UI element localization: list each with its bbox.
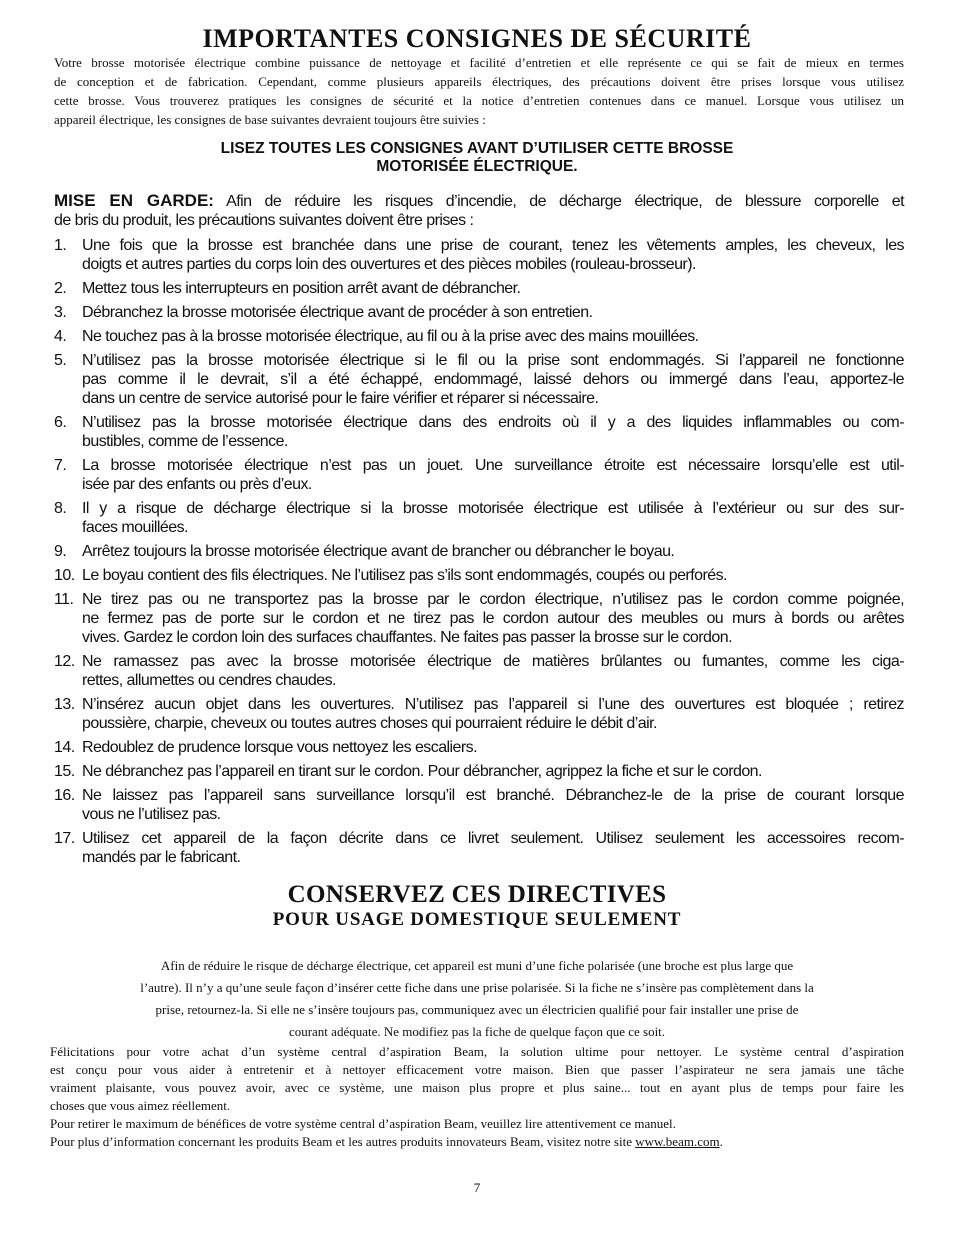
safety-instructions-list xyxy=(54,236,904,872)
safety-item-line: Ne laissez pas l’appareil sans surveillance lorsqu’il est branché. Débranchez-le de la prise de courant lorsque xyxy=(82,787,904,804)
safety-item xyxy=(54,413,904,451)
safety-item-line: Ne ramassez pas avec la brosse motorisée électrique de matières brûlantes ou fumantes, comme les ciga- xyxy=(82,653,904,670)
safety-item-number: 15. xyxy=(54,763,75,780)
safety-item-line: poussière, charpie, cheveux ou toutes autres choses qui pourraient réduire le débit d’air. xyxy=(82,715,657,732)
page-number: 7 xyxy=(473,1180,481,1195)
safety-item-line: pas comme il le devrait, s’il a été échappé, endommagé, laissé dehors ou immergé dans l’eau, apportez-le xyxy=(82,371,904,388)
safety-item xyxy=(54,327,904,346)
polarized-line: prise, retournez-la. Si elle ne s’insère toujours pas, communiquez avec un électricien qualifié pour fair installer une prise de xyxy=(155,1002,799,1017)
safety-item-number: 5. xyxy=(54,352,67,369)
safety-item xyxy=(54,303,904,322)
safety-item xyxy=(54,456,904,494)
safety-item-line: N’utilisez pas la brosse motorisée électrique si le fil ou la prise sont endommagés. Si l’appareil ne fonctionne xyxy=(82,352,904,369)
safety-item-line: rettes, allumettes ou cendres chaudes. xyxy=(82,672,336,689)
congrats-line: est conçu pour vous aider à entretenir et à nettoyer efficacement votre maison. Bien que passer l’aspirateur ne sera jamais une tâche xyxy=(50,1062,904,1077)
safety-item-number: 10. xyxy=(54,567,75,584)
polarized-line: courant adéquate. Ne modifiez pas la fiche de quelque façon que ce soit. xyxy=(288,1024,666,1039)
read-all-line: MOTORISÉE ÉLECTRIQUE. xyxy=(376,158,578,175)
read-all-line: LISEZ TOUTES LES CONSIGNES AVANT D’UTILISER CETTE BROSSE xyxy=(220,140,734,157)
warning-text: de bris du produit, les précautions suivantes doivent être prises : xyxy=(54,212,474,229)
safety-item-number: 7. xyxy=(54,457,67,474)
safety-item-number: 16. xyxy=(54,787,75,804)
safety-item-line: mandés par le fabricant. xyxy=(82,849,241,866)
safety-item-line: ne fermez pas de porte sur le cordon et ne tirez pas le cordon autour des meubles ou murs à bords ou arêtes xyxy=(82,610,904,627)
read-all-heading xyxy=(0,140,954,176)
safety-item-line: Ne débranchez pas l’appareil en tirant sur le cordon. Pour débrancher, agrippez la fiche et sur le cordon. xyxy=(82,763,762,780)
safety-item-line: N’insérez aucun objet dans les ouvertures. N’utilisez pas l’appareil si l’une des ouvertures est bloquée ; retirez xyxy=(82,696,904,713)
beam-website-link[interactable]: www.beam.com xyxy=(635,1134,720,1149)
safety-item xyxy=(54,738,904,757)
safety-item-number: 17. xyxy=(54,830,75,847)
congrats-line: choses que vous aimez réellement. xyxy=(50,1098,231,1113)
congratulations-paragraph xyxy=(50,1043,904,1151)
safety-item xyxy=(54,351,904,408)
safety-item-line: bustibles, comme de l’essence. xyxy=(82,433,288,450)
safety-item-line: vous ne l’utilisez pas. xyxy=(82,806,221,823)
safety-item-number: 13. xyxy=(54,696,75,713)
intro-line: de conception et de fabrication. Cependant, comme plusieurs appareils électriques, des précautions doivent être prises lorsque vous utilisez xyxy=(54,74,904,89)
safety-item-line: Arrêtez toujours la brosse motorisée électrique avant de brancher ou débrancher le boyau. xyxy=(82,543,675,560)
safety-item xyxy=(54,236,904,274)
safety-item-line: doigts et autres parties du corps loin des ouvertures et des pièces mobiles (rouleau-brosseur). xyxy=(82,256,696,273)
safety-item-number: 12. xyxy=(54,653,75,670)
safety-item-number: 9. xyxy=(54,543,67,560)
safety-item xyxy=(54,786,904,824)
safety-item xyxy=(54,652,904,690)
safety-item-line: Le boyau contient des fils électriques. Ne l’utilisez pas s’ils sont endommagés, coupés ou perforés. xyxy=(82,567,727,584)
safety-item-number: 8. xyxy=(54,500,67,517)
info-suffix: . xyxy=(719,1134,723,1149)
intro-line: appareil électrique, les consignes de base suivantes devraient toujours être suivies : xyxy=(54,112,486,127)
safety-item-number: 6. xyxy=(54,414,67,431)
info-text: Pour plus d’information concernant les produits Beam et les autres produits innovateurs Beam, visitez notre site xyxy=(50,1134,636,1149)
domestic-use-heading: POUR USAGE DOMESTIQUE SEULEMENT xyxy=(272,909,682,930)
safety-item-number: 3. xyxy=(54,304,67,321)
intro-paragraph xyxy=(54,53,904,129)
safety-item-line: Redoublez de prudence lorsque vous nettoyez les escaliers. xyxy=(82,739,478,756)
safety-item-number: 11. xyxy=(54,591,74,608)
intro-line: Votre brosse motorisée électrique combine puissance de nettoyage et facilité d’entretien et elle représente ce qui se fait de mieux en termes xyxy=(54,55,904,70)
safety-item xyxy=(54,829,904,867)
keep-instructions-heading: CONSERVEZ CES DIRECTIVES xyxy=(287,881,667,908)
safety-item xyxy=(54,499,904,537)
page-title: IMPORTANTES CONSIGNES DE SÉCURITÉ xyxy=(202,24,752,53)
safety-item xyxy=(54,566,904,585)
benefits-line: Pour retirer le maximum de bénéfices de votre système central d’aspiration Beam, veuillez lire attentivement ce manuel. xyxy=(50,1116,676,1131)
safety-item-line: dans un centre de service autorisé pour le faire vérifier et réparer si nécessaire. xyxy=(82,390,599,407)
safety-item-line: Mettez tous les interrupteurs en position arrêt avant de débrancher. xyxy=(82,280,521,297)
warning-label: MISE EN GARDE: xyxy=(54,191,214,210)
polarized-line: Afin de réduire le risque de décharge électrique, cet appareil est muni d’une fiche polarisée (une broche est plus large que xyxy=(160,958,794,973)
safety-item xyxy=(54,279,904,298)
safety-item-line: vives. Gardez le cordon loin des surfaces chauffantes. Ne faites pas passer la brosse sur le cordon. xyxy=(82,629,732,646)
safety-item-number: 4. xyxy=(54,328,67,345)
congrats-line: vraiment plaisante, vous pouvez avoir, avec ce système, une maison plus propre et plus saine... tout en ayant plus de temps pour faire les xyxy=(50,1080,904,1095)
safety-item-line: La brosse motorisée électrique n’est pas un jouet. Une surveillance étroite est nécessaire lorsqu’elle est util- xyxy=(82,457,904,474)
warning-paragraph xyxy=(54,191,904,230)
safety-item xyxy=(54,762,904,781)
safety-item-number: 2. xyxy=(54,280,67,297)
polarized-plug-notice xyxy=(62,955,892,1043)
safety-item-number: 1. xyxy=(54,237,67,254)
safety-item-line: Ne tirez pas ou ne transportez pas la brosse par le cordon électrique, n’utilisez pas le cordon comme poignée, xyxy=(82,591,904,608)
safety-item-line: faces mouillées. xyxy=(82,519,188,536)
safety-item xyxy=(54,542,904,561)
safety-item-line: N’utilisez pas la brosse motorisée électrique dans des endroits où il y a des liquides inflammables ou com- xyxy=(82,414,904,431)
safety-item-line: isée par des enfants ou près d’eux. xyxy=(82,476,312,493)
intro-line: cette brosse. Vous trouverez pratiques les consignes de sécurité et la notice d’entretien contenues dans ce manuel. Lorsque vous utilisez un xyxy=(54,93,904,108)
safety-item-number: 14. xyxy=(54,739,75,756)
safety-item-line: Une fois que la brosse est branchée dans une prise de courant, tenez les vêtements amples, les cheveux, les xyxy=(82,237,904,254)
safety-item xyxy=(54,695,904,733)
safety-item-line: Débranchez la brosse motorisée électrique avant de procéder à son entretien. xyxy=(82,304,593,321)
polarized-line: l’autre). Il n’y a qu’une seule façon d’insérer cette fiche dans une prise polarisée. Si la fiche ne s’insère pas complètement dans la xyxy=(140,980,814,995)
congrats-line: Félicitations pour votre achat d’un système central d’aspiration Beam, la solution ultime pour nettoyer. Le système central d’aspiration xyxy=(50,1044,904,1059)
safety-item-line: Utilisez cet appareil de la façon décrite dans ce livret seulement. Utilisez seulement les accessoires recom- xyxy=(82,830,904,847)
info-line xyxy=(50,1133,904,1151)
safety-item xyxy=(54,590,904,647)
warning-text: Afin de réduire les risques d’incendie, de décharge électrique, de blessure corporelle et xyxy=(213,193,904,210)
safety-item-line: Ne touchez pas à la brosse motorisée électrique, au fil ou à la prise avec des mains mouillées. xyxy=(82,328,699,345)
safety-item-line: Il y a risque de décharge électrique si la brosse motorisée électrique est utilisée à l’extérieur ou sur des sur- xyxy=(82,500,904,517)
